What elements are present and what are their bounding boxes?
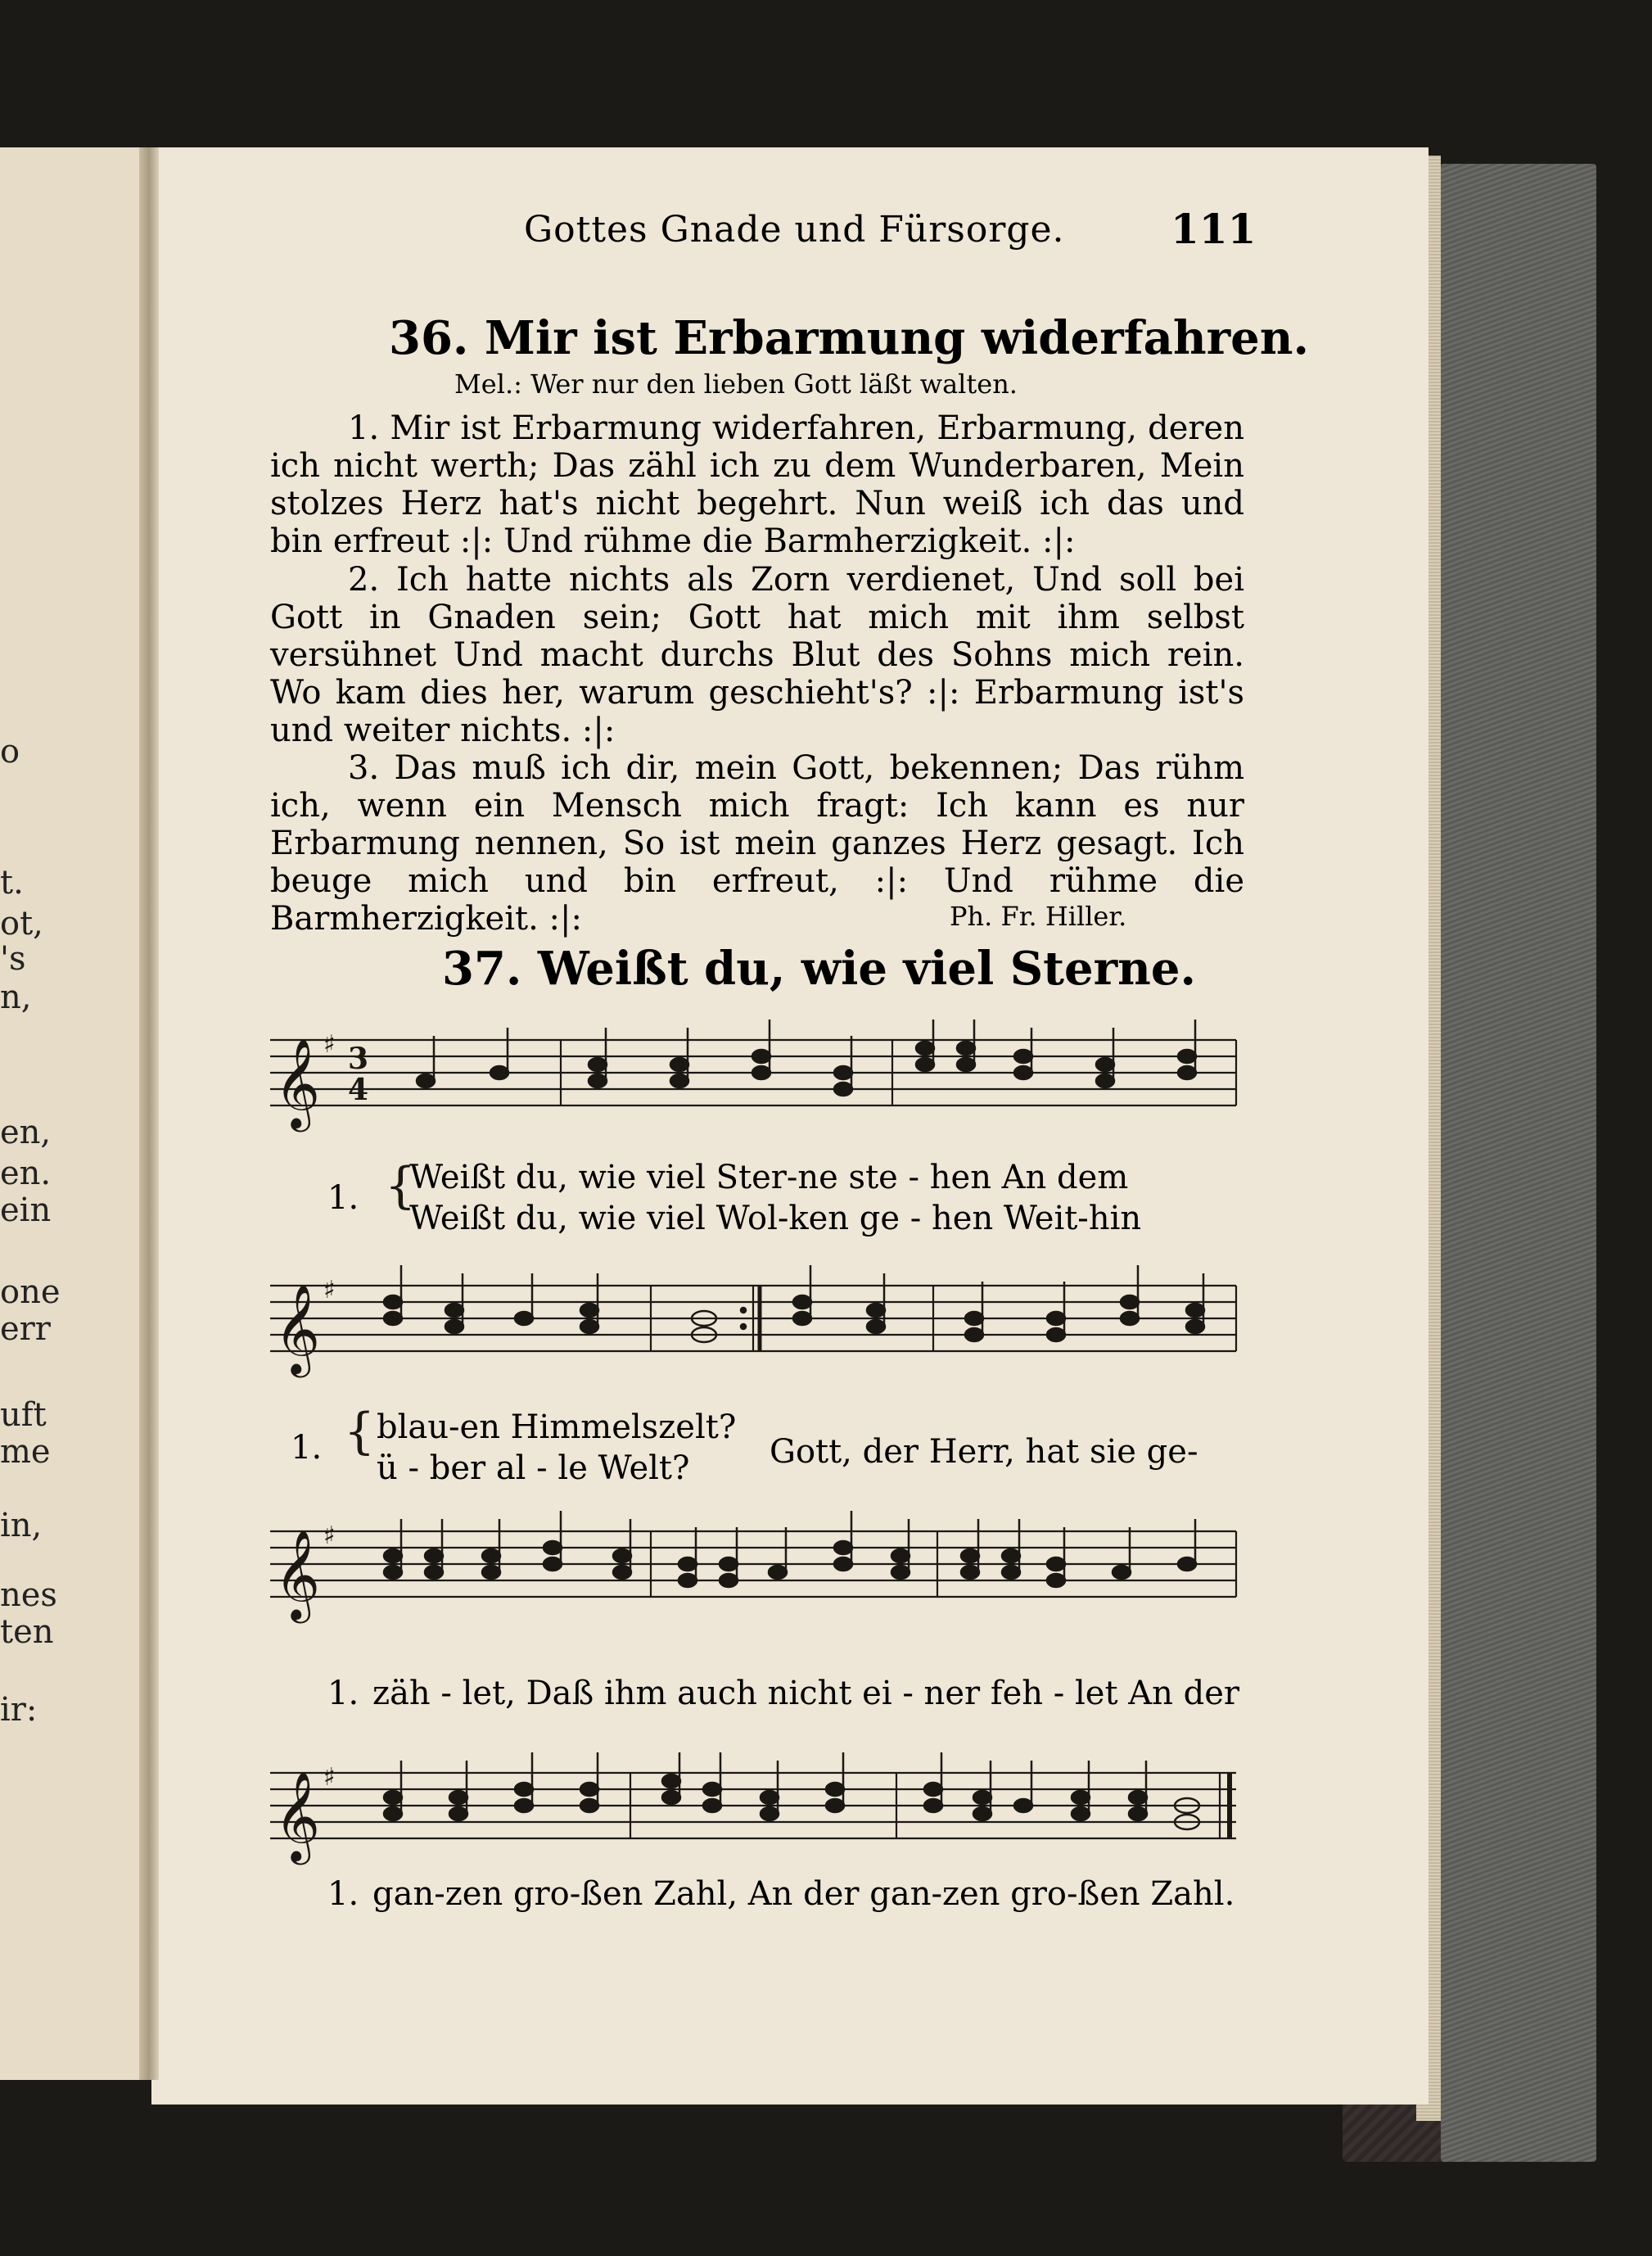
margin-fragment: ot, bbox=[0, 905, 43, 943]
lyric-line: Weißt du, wie viel Wol-ken ge - hen Weit-hin bbox=[409, 1200, 1142, 1237]
margin-fragment: in, bbox=[0, 1507, 43, 1544]
lyric-line: blau-en Himmelszelt? bbox=[377, 1408, 737, 1446]
margin-fragment: t. bbox=[0, 864, 24, 902]
margin-fragment: ein bbox=[0, 1191, 52, 1229]
stanza-3: 3. Das muß ich dir, mein Gott, bekennen; Das rühm ich, wenn ein Mensch mich fragt: Ich kann es nur Erbarmung nennen, So ist mein ganzes Herz gesagt. Ich beuge mich und bin erfreut, :|: Und rühme die Barmherzigkeit. :|: bbox=[270, 749, 1244, 938]
running-header: Gottes Gnade und Fürsorge. bbox=[524, 209, 1065, 251]
book-spine-cloth bbox=[1441, 164, 1596, 2162]
staff-notation bbox=[270, 1752, 1236, 1859]
time-sig-top: 3 bbox=[348, 1042, 369, 1076]
svg-text:𝄞: 𝄞 bbox=[274, 1771, 321, 1861]
stanza-1: 1. Mir ist Erbarmung widerfahren, Erbarmung, deren ich nicht werth; Das zähl ich zu dem Wunderbaren, Mein stolzes Herz hat's nicht begehrt. Nun weiß ich das und bin erfreut :|: Und rühme die Barmherzigkeit. :|: bbox=[270, 409, 1244, 560]
music-staff bbox=[270, 1265, 1236, 1372]
margin-fragment: me bbox=[0, 1433, 51, 1471]
lyric-line: Gott, der Herr, hat sie ge- bbox=[770, 1433, 1198, 1471]
music-staff bbox=[270, 1511, 1236, 1620]
svg-text:♯: ♯ bbox=[323, 1521, 336, 1550]
left-page bbox=[0, 147, 147, 2080]
hymn-36-title: 36. Mir ist Erbarmung widerfahren. bbox=[389, 311, 1310, 365]
lyric-verse-number: 1. bbox=[291, 1429, 323, 1467]
svg-text:𝄞: 𝄞 bbox=[274, 1284, 321, 1374]
time-sig-bottom: 4 bbox=[348, 1073, 369, 1107]
margin-fragment: nes bbox=[0, 1576, 57, 1614]
svg-text:♯: ♯ bbox=[323, 1276, 336, 1304]
music-staff bbox=[270, 1019, 1236, 1126]
margin-fragment: o bbox=[0, 733, 20, 771]
lyric-line: Weißt du, wie viel Ster-ne ste - hen An dem bbox=[409, 1159, 1129, 1196]
staff-notation bbox=[270, 1019, 1236, 1126]
page-number: 111 bbox=[1171, 205, 1257, 253]
margin-fragment: ir: bbox=[0, 1691, 38, 1729]
verse-brace: { bbox=[385, 1157, 417, 1214]
margin-fragment: ten bbox=[0, 1613, 54, 1651]
lyric-line: zäh - let, Daß ihm auch nicht ei - ner feh - let An der bbox=[372, 1675, 1240, 1712]
lyric-line: ü - ber al - le Welt? bbox=[377, 1449, 690, 1487]
staff-notation bbox=[270, 1511, 1236, 1620]
svg-text:𝄞: 𝄞 bbox=[274, 1038, 321, 1128]
verse-brace: { bbox=[344, 1403, 376, 1460]
svg-text:♯: ♯ bbox=[323, 1763, 336, 1792]
author-credit: Ph. Fr. Hiller. bbox=[950, 901, 1127, 932]
margin-fragment: one bbox=[0, 1273, 61, 1311]
svg-text:♯: ♯ bbox=[323, 1030, 336, 1059]
lyric-verse-number: 1. bbox=[327, 1875, 359, 1913]
margin-fragment: en, bbox=[0, 1114, 52, 1151]
svg-text:𝄞: 𝄞 bbox=[274, 1530, 321, 1620]
book-gutter bbox=[139, 147, 159, 2080]
music-staff bbox=[270, 1752, 1236, 1859]
melody-reference: Mel.: Wer nur den lieben Gott läßt walten. bbox=[454, 368, 1018, 400]
margin-fragment: n, bbox=[0, 979, 32, 1016]
staff-notation bbox=[270, 1265, 1236, 1372]
margin-fragment: err bbox=[0, 1310, 51, 1348]
lyric-verse-number: 1. bbox=[327, 1179, 359, 1217]
hymn-37-title: 37. Weißt du, wie viel Sterne. bbox=[442, 942, 1197, 996]
margin-fragment: en. bbox=[0, 1155, 52, 1192]
margin-fragment: 's bbox=[0, 940, 26, 978]
margin-fragment: uft bbox=[0, 1396, 47, 1434]
stanza-2: 2. Ich hatte nichts als Zorn verdienet, Und soll bei Gott in Gnaden sein; Gott hat mich mit ihm selbst versühnet Und macht durchs Blut des Sohns mich rein. Wo kam dies her, warum geschieht's? :|: Erbarmung ist's und weiter nichts. :|: bbox=[270, 561, 1244, 749]
lyric-verse-number: 1. bbox=[327, 1675, 359, 1712]
lyric-line: gan-zen gro-ßen Zahl, An der gan-zen gro-ßen Zahl. bbox=[372, 1875, 1235, 1913]
